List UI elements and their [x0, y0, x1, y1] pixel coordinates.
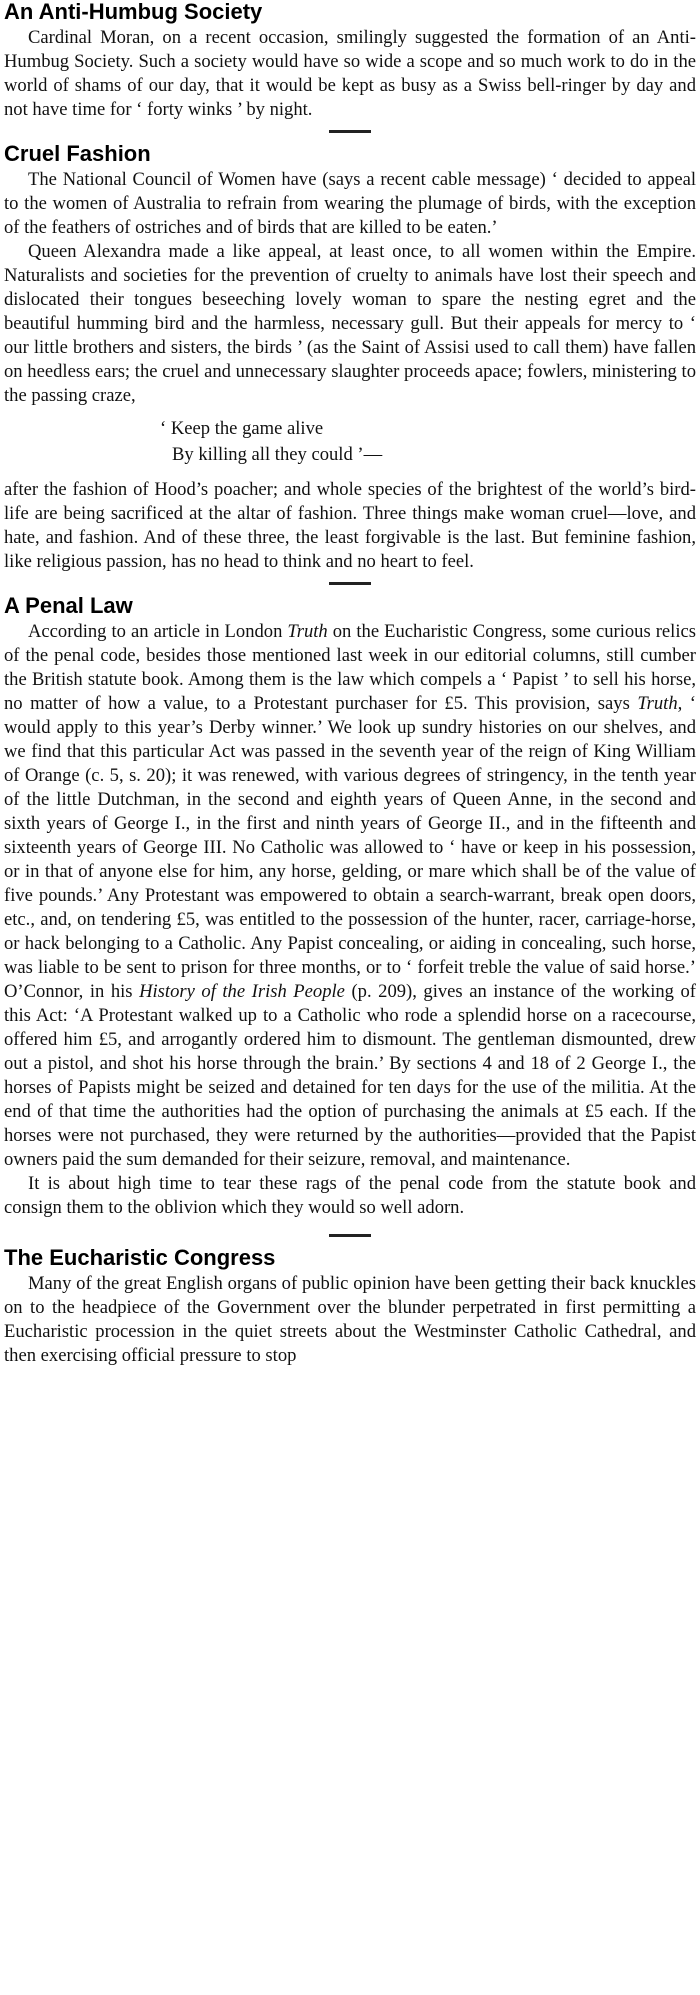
- section-divider: [329, 1234, 371, 1237]
- italic-publication: Truth,: [637, 693, 683, 714]
- verse-line: By killing all they could ’—: [172, 444, 383, 465]
- paragraph: The National Council of Women have (says a recent cable message) ‘ decided to appeal to the women of Australia to refrain from wearing the plumage of birds, with the exception of the feathers of ostriches and of birds that are killed to be eaten.’: [4, 169, 696, 238]
- text-run: on the Eucharistic Congress, some curious relics of the penal code, besides those mentioned last week in our editorial columns, still cumber the British statute book. Among them is the law which compels a ‘ Papist ’ to sell his horse, no matter of how a value, to a Protestant purchaser for £5. This provision, says: [4, 621, 696, 714]
- italic-book-title: History of the Irish People: [139, 981, 345, 1002]
- section-heading: A Penal Law: [4, 593, 133, 618]
- paragraph: after the fashion of Hood’s poacher; and whole species of the brightest of the world’s bird-life are being sacrificed at the altar of fashion. Three things make woman cruel—love, and hate, and fashion. And of these three, the least forgivable is the last. But feminine fashion, like religious passion, has no head to think and no heart to feel.: [4, 479, 696, 572]
- section-divider: [329, 130, 371, 133]
- text-run: (p. 209), gives an instance of the working of this Act: ‘A Protestant walked up to a Catholic who rode a splendid horse on a racecourse, offered him £5, and arrogantly ordered him to dismount. The gentleman dismounted, drew out a pistol, and shot his horse through the brain.’ By sections 4 and 18 of 2 George I., the horses of Papists might be seized and detained for ten days for the use of the militia. At the end of that time the authorities had the option of purchasing the animals at £5 each. If the horses were not purchased, they were returned by the authorities—provided that the Papist owners paid the sum demanded for their seizure, removal, and maintenance.: [4, 981, 696, 1170]
- text-run: According to an article in London: [28, 621, 288, 642]
- italic-publication: Truth: [287, 621, 328, 642]
- section-heading: The Eucharistic Congress: [4, 1245, 276, 1270]
- paragraph: Cardinal Moran, on a recent occasion, smilingly suggested the formation of an Anti-Humbug Society. Such a society would have so wide a scope and so much work to do in the world of shams of our day, that it would be kept as busy as a Swiss bell-ringer by day and not have time for ‘ forty winks ’ by night.: [4, 27, 696, 120]
- section-eucharistic-congress: [4, 1244, 696, 1368]
- verse-line: ‘ Keep the game alive: [160, 418, 324, 439]
- section-heading: An Anti-Humbug Society: [4, 0, 263, 24]
- section-penal-law: [4, 592, 696, 1220]
- paragraph: [4, 620, 696, 1172]
- paragraph: Many of the great English organs of public opinion have been getting their back knuckles on to the headpiece of the Government over the blunder perpetrated in first permitting a Eucharistic procession in the quiet streets about the Westminster Catholic Cathedral, and then exercising official pressure to stop: [4, 1273, 696, 1366]
- text-run: ‘ would apply to this year’s Derby winner.’ We look up sundry histories on our shelves, and we find that this particular Act was passed in the seventh year of the reign of King William of Orange (c. 5, s. 20); it was renewed, with various degrees of stringency, in the tenth year of the little Dutchman, in the second and eighth years of Queen Anne, in the second and sixth years of George I., in the first and ninth years of George II., and in the fifteenth and sixteenth years of George III. No Catholic was allowed to ‘ have or keep in his possession, or in that of anyone else for him, any horse, gelding, or mare which shall be of the value of five pounds.’ Any Protestant was empowered to obtain a search-warrant, break open doors, etc., and, on tendering £5, was entitled to the possession of the hunter, racer, carriage-horse, or hack belonging to a Catholic. Any Papist concealing, or aiding in concealing, such horse, was liable to be sent to prison for three months, or to ‘ forfeit treble the value of said horse.’ O’Connor, in his: [4, 693, 696, 1002]
- section-divider: [329, 582, 371, 585]
- section-cruel-fashion: [4, 140, 696, 574]
- verse-quote: [4, 416, 696, 468]
- section-heading: Cruel Fashion: [4, 141, 151, 166]
- paragraph: Queen Alexandra made a like appeal, at least once, to all women within the Empire. Naturalists and societies for the prevention of cruelty to animals have lost their speech and dislocated their tongues beseeching lovely woman to spare the nesting egret and the beautiful humming bird and the harmless, necessary gull. But their appeals for mercy to ‘ our little brothers and sisters, the birds ’ (as the Saint of Assisi used to call them) have fallen on heedless ears; the cruel and unnecessary slaughter proceeds apace; fowlers, ministering to the passing craze,: [4, 241, 696, 406]
- paragraph: It is about high time to tear these rags of the penal code from the statute book and consign them to the oblivion which they would so well adorn.: [4, 1173, 696, 1218]
- section-anti-humbug: [4, 0, 696, 122]
